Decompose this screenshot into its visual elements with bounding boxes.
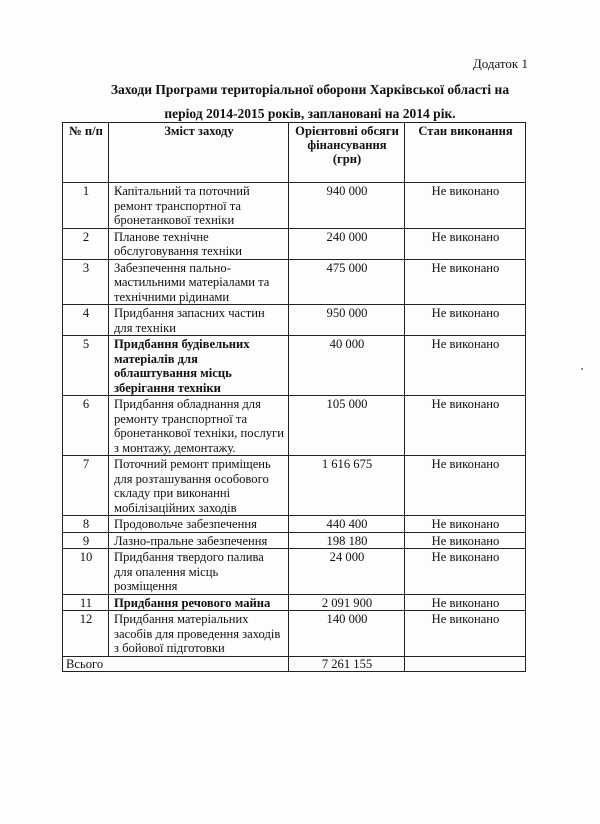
scan-speck bbox=[581, 368, 583, 370]
row-funding: 950 000 bbox=[289, 305, 405, 336]
table-row bbox=[63, 183, 526, 229]
table-row bbox=[63, 594, 526, 611]
table-row bbox=[63, 516, 526, 533]
row-funding: 24 000 bbox=[289, 549, 405, 595]
total-label: Всього bbox=[63, 656, 289, 672]
appendix-label: Додаток 1 bbox=[472, 56, 528, 71]
row-number: 1 bbox=[63, 183, 109, 229]
row-number: 2 bbox=[63, 228, 109, 259]
table-row bbox=[63, 228, 526, 259]
table-row bbox=[63, 532, 526, 549]
header-funding: Орієнтовні обсяги фінансування (грн) bbox=[289, 123, 405, 183]
header-status: Стан виконання bbox=[405, 123, 526, 183]
row-status: Не виконано bbox=[405, 259, 526, 305]
row-number: 7 bbox=[63, 456, 109, 516]
row-content: Продовольче забезпечення bbox=[109, 516, 289, 533]
row-status: Не виконано bbox=[405, 228, 526, 259]
row-number: 12 bbox=[63, 611, 109, 657]
row-funding: 2 091 900 bbox=[289, 594, 405, 611]
row-funding: 40 000 bbox=[289, 336, 405, 396]
row-status: Не виконано bbox=[405, 456, 526, 516]
title-line-2: період 2014-2015 років, заплановані на 2014 рік. bbox=[164, 106, 456, 121]
row-status: Не виконано bbox=[405, 396, 526, 456]
row-status: Не виконано bbox=[405, 532, 526, 549]
row-funding: 475 000 bbox=[289, 259, 405, 305]
title-line-1: Заходи Програми територіальної оборони Харківської області на bbox=[110, 82, 510, 97]
row-funding: 940 000 bbox=[289, 183, 405, 229]
total-status-empty bbox=[405, 656, 526, 672]
row-funding: 140 000 bbox=[289, 611, 405, 657]
table-row bbox=[63, 336, 526, 396]
row-funding: 1 616 675 bbox=[289, 456, 405, 516]
row-number: 10 bbox=[63, 549, 109, 595]
row-number: 9 bbox=[63, 532, 109, 549]
row-number: 6 bbox=[63, 396, 109, 456]
table-row bbox=[63, 259, 526, 305]
total-funding: 7 261 155 bbox=[289, 656, 405, 672]
row-content: Капітальний та поточний ремонт транспортної та бронетанкової техніки bbox=[109, 183, 289, 229]
table-row bbox=[63, 456, 526, 516]
row-status: Не виконано bbox=[405, 611, 526, 657]
row-funding: 240 000 bbox=[289, 228, 405, 259]
row-status: Не виконано bbox=[405, 183, 526, 229]
row-funding: 105 000 bbox=[289, 396, 405, 456]
row-number: 4 bbox=[63, 305, 109, 336]
table-header-row bbox=[63, 123, 526, 183]
row-content: Придбання запасних частин для техніки bbox=[109, 305, 289, 336]
row-funding: 440 400 bbox=[289, 516, 405, 533]
row-status: Не виконано bbox=[405, 336, 526, 396]
row-content: Придбання твердого палива для опалення місць розміщення bbox=[109, 549, 289, 595]
header-content: Зміст заходу bbox=[109, 123, 289, 183]
row-status: Не виконано bbox=[405, 549, 526, 595]
row-number: 8 bbox=[63, 516, 109, 533]
row-content: Лазно-пральне забезпечення bbox=[109, 532, 289, 549]
row-content: Придбання речового майна bbox=[109, 594, 289, 611]
measures-table bbox=[62, 122, 526, 672]
row-content: Планове технічне обслуговування техніки bbox=[109, 228, 289, 259]
table-row bbox=[63, 396, 526, 456]
row-number: 5 bbox=[63, 336, 109, 396]
row-number: 11 bbox=[63, 594, 109, 611]
total-row bbox=[63, 656, 526, 672]
table-row bbox=[63, 549, 526, 595]
row-content: Придбання обладнання для ремонту транспортної та бронетанкової техніки, послуги з монтажу, демонтажу. bbox=[109, 396, 289, 456]
row-funding: 198 180 bbox=[289, 532, 405, 549]
row-content: Придбання будівельних матеріалів для облаштування місць зберігання техніки bbox=[109, 336, 289, 396]
document-title bbox=[60, 78, 560, 126]
row-status: Не виконано bbox=[405, 305, 526, 336]
table-row bbox=[63, 305, 526, 336]
row-content: Придбання матеріальних засобів для проведення заходів з бойової підготовки bbox=[109, 611, 289, 657]
row-number: 3 bbox=[63, 259, 109, 305]
row-status: Не виконано bbox=[405, 594, 526, 611]
row-status: Не виконано bbox=[405, 516, 526, 533]
row-content: Поточний ремонт приміщень для розташування особового складу при виконанні мобілізаційних заходів bbox=[109, 456, 289, 516]
table-row bbox=[63, 611, 526, 657]
row-content: Забезпечення пально-мастильними матеріалами та технічними рідинами bbox=[109, 259, 289, 305]
table-body bbox=[63, 183, 526, 672]
header-number: № п/п bbox=[63, 123, 109, 183]
